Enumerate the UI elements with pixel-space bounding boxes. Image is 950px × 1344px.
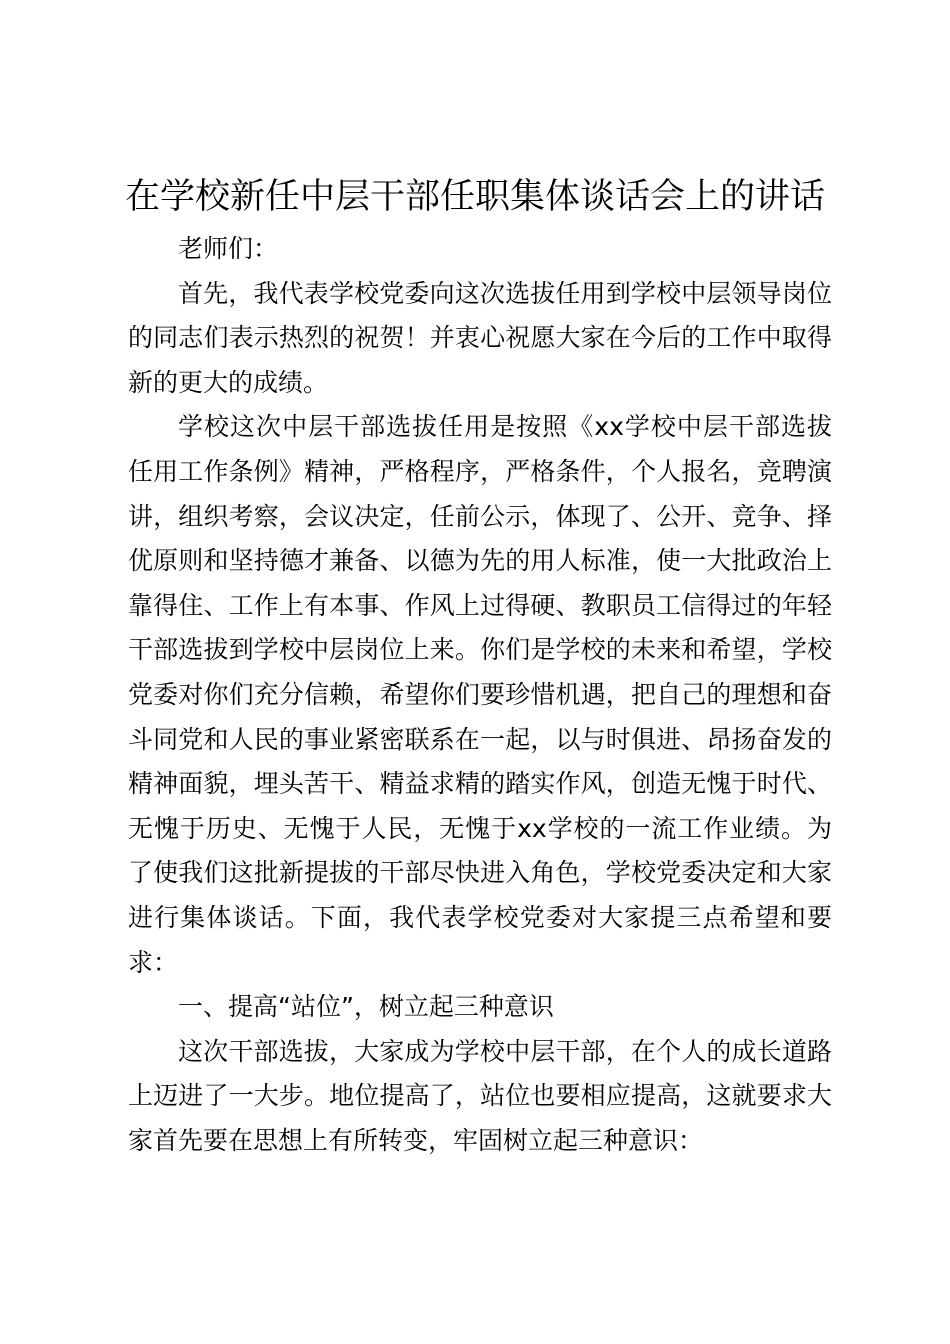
salutation: 老师们： <box>178 234 279 263</box>
document-title: 在学校新任中层干部任职集体谈话会上的讲话 <box>124 177 825 217</box>
document-body <box>128 227 832 1163</box>
paragraph-three-awareness: 这次干部选拔，大家成为学校中层干部，在个人的成长道路上迈进了一大步。地位提高了，站位也要相应提高，这就要求大家首先要在思想上有所转变，牢固树立起三种意识： <box>128 1036 832 1155</box>
paragraph-selection-process: 学校这次中层干部选拔任用是按照《xx学校中层干部选拔任用工作条例》精神，严格程序，严格条件，个人报名，竞聘演讲，组织考察，会议决定，任前公示，体现了、公开、竞争、择优原则和坚持德才兼备、以德为先的用人标准，使一大批政治上靠得住、工作上有本事、作风上过得硬、教职员工信得过的年轻干部选拔到学校中层岗位上来。你们是学校的未来和希望，学校党委对你们充分信赖，希望你们要珍惜机遇，把自己的理想和奋斗同党和人民的事业紧密联系在一起，以与时俱进、昂扬奋发的精神面貌，埋头苦干、精益求精的踏实作风，创造无愧于时代、无愧于历史、无愧于人民，无愧于xx学校的一流工作业绩。为了使我们这批新提拔的干部尽快进入角色，学校党委决定和大家进行集体谈话。下面，我代表学校党委对大家提三点希望和要求： <box>128 412 832 977</box>
section-heading-1: 一、提高“站位”，树立起三种意识 <box>178 992 554 1022</box>
paragraph-congratulations: 首先，我代表学校党委向这次选拔任用到学校中层领导岗位的同志们表示热烈的祝贺！并衷心祝愿大家在今后的工作中取得新的更大的成绩。 <box>128 278 832 397</box>
